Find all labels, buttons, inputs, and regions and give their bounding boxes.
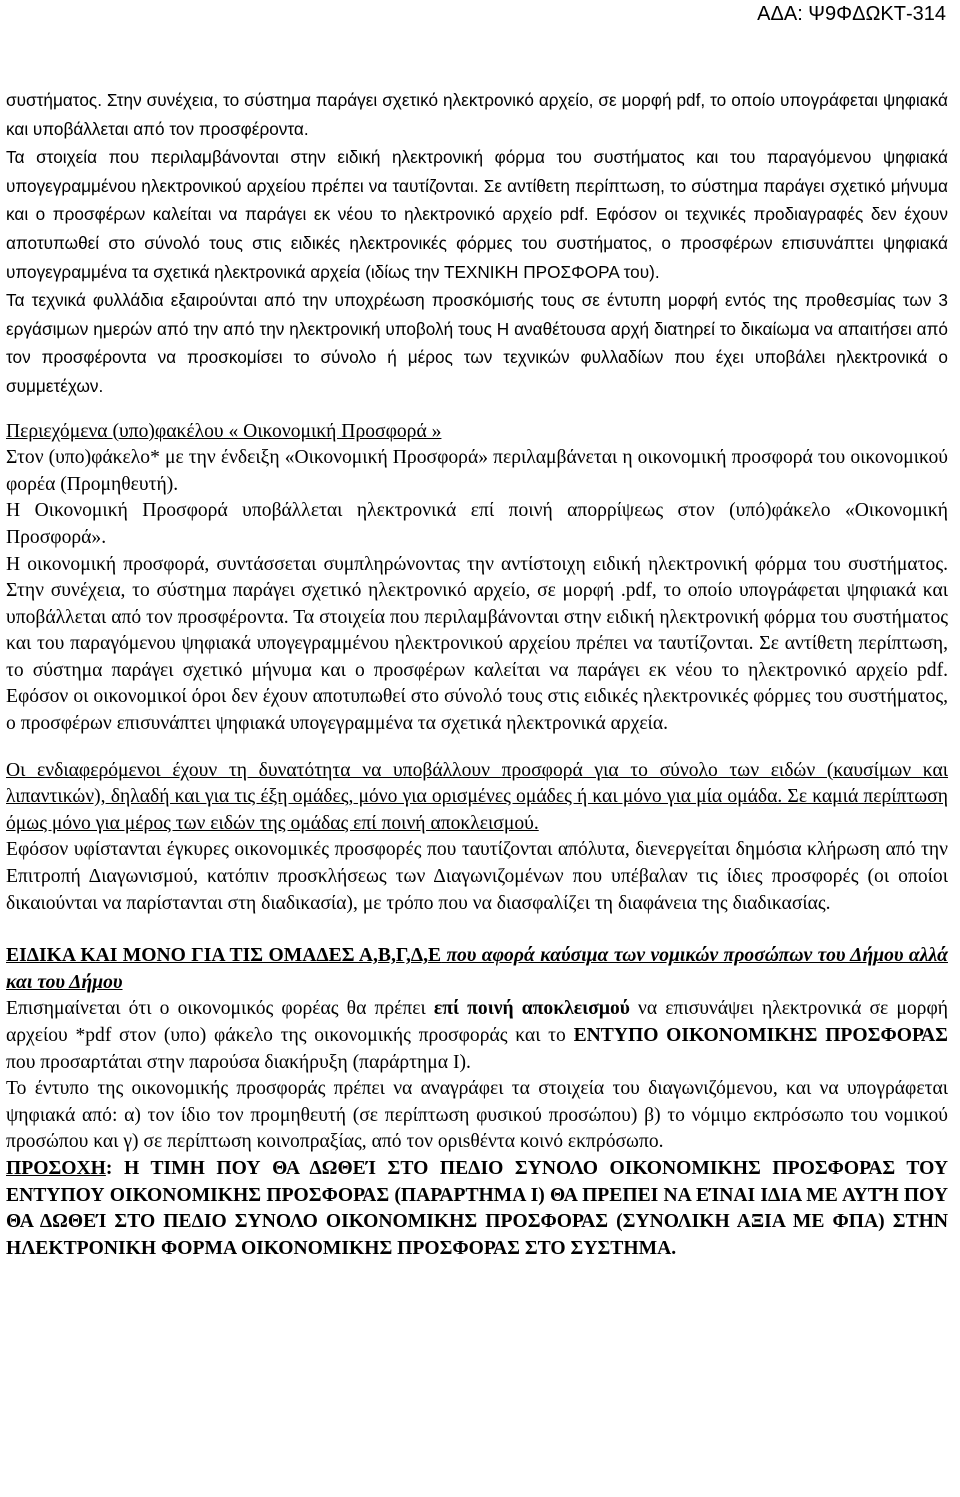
ada-code: ΑΔΑ: Ψ9ΦΔΩΚΤ-314 [757,3,946,25]
items-underlined-paragraph: Οι ενδιαφερόμενοι έχουν τη δυνατότητα να υποβάλλουν προσφορά για το σύνολο των ειδών (καυσίμων και λιπαντικών), δηλαδή και για τις έξη ομάδες, μόνο για ορισμένες ομάδες ή και μόνο για μία ομάδα. Σε καμιά περίπτωση όμως μόνο για μέρος των ειδών της ομάδας επί ποινή αποκλεισμού. [6,759,948,834]
special-p1-b: επί ποινή αποκλεισμού [433,998,630,1020]
technical-paragraph-1: συστήματος. Στην συνέχεια, το σύστημα παράγει σχετικό ηλεκτρονικό αρχείο, σε μορφή pdf, το οποίο υπογράφεται ψηφιακά και υποβάλλεται από τον προσφέροντα. [6,90,948,139]
special-heading-italic: που αφορά καύσιμα των νομικών προσώπων του Δήμου αλλά και του Δήμου [6,945,948,993]
attention-text: : Η ΤΙΜΗ ΠΟΥ ΘΑ ΔΩΘΕΊ ΣΤΟ ΠΕΔΙΟ ΣΥΝΟΛΟ ΟΙΚΟΝΟΜΙΚΗΣ ΠΡΟΣΦΟΡΑΣ ΤΟΥ ΕΝΤΥΠΟΥ ΟΙΚΟΝΟΜΙΚΗΣ ΠΡΟΣΦΟΡΑΣ (ΠΑΡΑΡΤΗΜΑ Ι) ΘΑ ΠΡΕΠΕΙ ΝΑ ΕΊΝΑΙ ΙΔΙΑ ΜΕ ΑΥΤΉ ΠΟΥ ΘΑ ΔΩΘΕΊ ΣΤΟ ΠΕΔΙΟ ΣΥΝΟΛΟ ΟΙΚΟΝΟΜΙΚΗΣ ΠΡΟΣΦΟΡΑΣ (ΣΥΝΟΛΙΚΗ ΑΞΙΑ ΜΕ ΦΠΑ) ΣΤΗΝ ΗΛΕΚΤΡΟΝΙΚΗ ΦΟΡΜΑ ΟΙΚΟΝΟΜΙΚΗΣ ΠΡΟΣΦΟΡΑΣ ΣΤΟ ΣΥΣΤΗΜΑ. [6,1157,948,1259]
technical-paragraph-3: Τα τεχνικά φυλλάδια εξαιρούνται από την υποχρέωση προσκόμισής τους σε έντυπη μορφή εντός της προθεσμίας των 3 εργάσιμων ημερών από την από την ηλεκτρονική υποβολή τους Η αναθέτουσα αρχή διατηρεί το δικαίωμα να απαιτήσει από τον προσφέροντα να προσκομίσει το σύνολο ή μέρος των τεχνικών φυλλαδίων που έχει υποβάλει ηλεκτρονικά ο συμμετέχων. [6,290,948,396]
technical-section [6,86,948,401]
financial-paragraph-1: Στον (υπο)φάκελο* με την ένδειξη «Οικονομική Προσφορά» περιλαμβάνεται η οικονομική προσφορά του οικονομικού φορέα (Προμηθευτή). [6,447,948,495]
attention-label: ΠΡΟΣΟΧΗ [6,1157,106,1179]
special-section [6,943,948,1262]
financial-paragraph-3: Η οικονομική προσφορά, συντάσσεται συμπληρώνοντας την αντίστοιχη ειδική ηλεκτρονική φόρμα του συστήματος. Στην συνέχεια, το σύστημα παράγει σχετικό ηλεκτρονικό αρχείο, σε μορφή .pdf, το οποίο υπογράφεται ψηφιακά και υποβάλλεται από τον προσφέροντα. Τα στοιχεία που περιλαμβάνονται στην ειδική ηλεκτρονική φόρμα του συστήματος και του παραγόμενου ψηφιακά υπογεγραμμένου ηλεκτρονικού αρχείου πρέπει να ταυτίζονται. Σε αντίθετη περίπτωση, το σύστημα παράγει σχετικό μήνυμα και ο προσφέρων καλείται να παράγει εκ νέου το ηλεκτρονικό αρχείο pdf. Εφόσον οι οικονομικοί όροι δεν έχουν αποτυπωθεί στο σύνολό τους στις ειδικές ηλεκτρονικές φόρμες του συστήματος, ο προσφέρων επισυνάπτει ψηφιακά υπογεγραμμένα τα σχετικά ηλεκτρονικά αρχεία. [6,553,948,735]
technical-paragraph-2: Τα στοιχεία που περιλαμβάνονται στην ειδική ηλεκτρονική φόρμα του συστήματος και του παραγόμενου ψηφιακά υπογεγραμμένου ηλεκτρονικού αρχείου πρέπει να ταυτίζονται. Σε αντίθετη περίπτωση, το σύστημα παράγει σχετικό μήνυμα και ο προσφέρων καλείται να παράγει εκ νέου το ηλεκτρονικό αρχείο pdf. Εφόσον οι τεχνικές προδιαγραφές δεν έχουν αποτυπωθεί στο σύνολό τους στις ειδικές ηλεκτρονικές φόρμες του συστήματος, ο προσφέρων επισυνάπτει ψηφιακά υπογεγραμμένα τα σχετικά ηλεκτρονικά αρχεία (ιδίως την ΤΕΧΝΙΚΗ ΠΡΟΣΦΟΡΑ του). [6,147,948,282]
special-paragraph-2: Το έντυπο της οικονομικής προσφοράς πρέπει να αναγράφει τα στοιχεία του διαγωνιζόμενου, και να υπογράφεται ψηφιακά από: α) τον ίδιο τον προμηθευτή (σε περίπτωση φυσικού προσώπου) β) το νόμιμο εκπρόσωπο του νομικού προσώπου και γ) σε περίπτωση κοινοπραξίας, από τον οριsθέντα κοινό εκπρόσωπο. [6,1078,948,1153]
document-body [6,86,948,1262]
special-heading-bold: ΕΙΔΙΚΑ ΚΑΙ ΜΟΝΟ ΓΙΑ ΤΙΣ ΟΜΑΔΕΣ Α,Β,Γ,Δ,Ε [6,945,442,967]
special-heading [6,943,948,996]
attention-paragraph [6,1156,948,1262]
items-section [6,758,948,918]
financial-heading: Περιεχόμενα (υπο)φακέλου « Οικονομική Προσφορά » [6,420,442,442]
special-paragraph-1 [6,996,948,1076]
special-p1-a: Επισημαίνεται ότι ο οικονομικός φορέας θα πρέπει [6,998,434,1020]
financial-paragraph-2: Η Οικονομική Προσφορά υποβάλλεται ηλεκτρονικά επί ποινή απορρίψεως στον (υπό)φάκελο «Οικονομική Προσφορά». [6,500,948,548]
special-p1-c: να επισυνάψει ηλεκτρονικά σε μορφή αρχείου *pdf στον (υπο) φάκελο της οικονομικής προσφοράς και το [6,998,948,1046]
items-paragraph-1: Εφόσον υφίστανται έγκυρες οικονομικές προσφορές που ταυτίζονται απόλυτα, διενεργείται δημόσια κλήρωση από την Επιτροπή Διαγωνισμού, κατόπιν προσκλήσεως των Διαγωνιζομένων που υπέβαλαν τις ίδιες προσφορές (οι οποίοι δικαιούνται να παρίστανται στη διαδικασία), με τρόπο που να διασφαλίζει τη διαφάνεια της διαδικασίας. [6,839,948,914]
special-p1-d: ΕΝΤΥΠΟ ΟΙΚΟΝΟΜΙΚΗΣ ΠΡΟΣΦΟΡΑΣ [573,1025,948,1046]
financial-section [6,419,948,738]
special-p1-e: που προσαρτάται στην παρούσα διακήρυξη (παράρτημα Ι). [6,1051,471,1073]
